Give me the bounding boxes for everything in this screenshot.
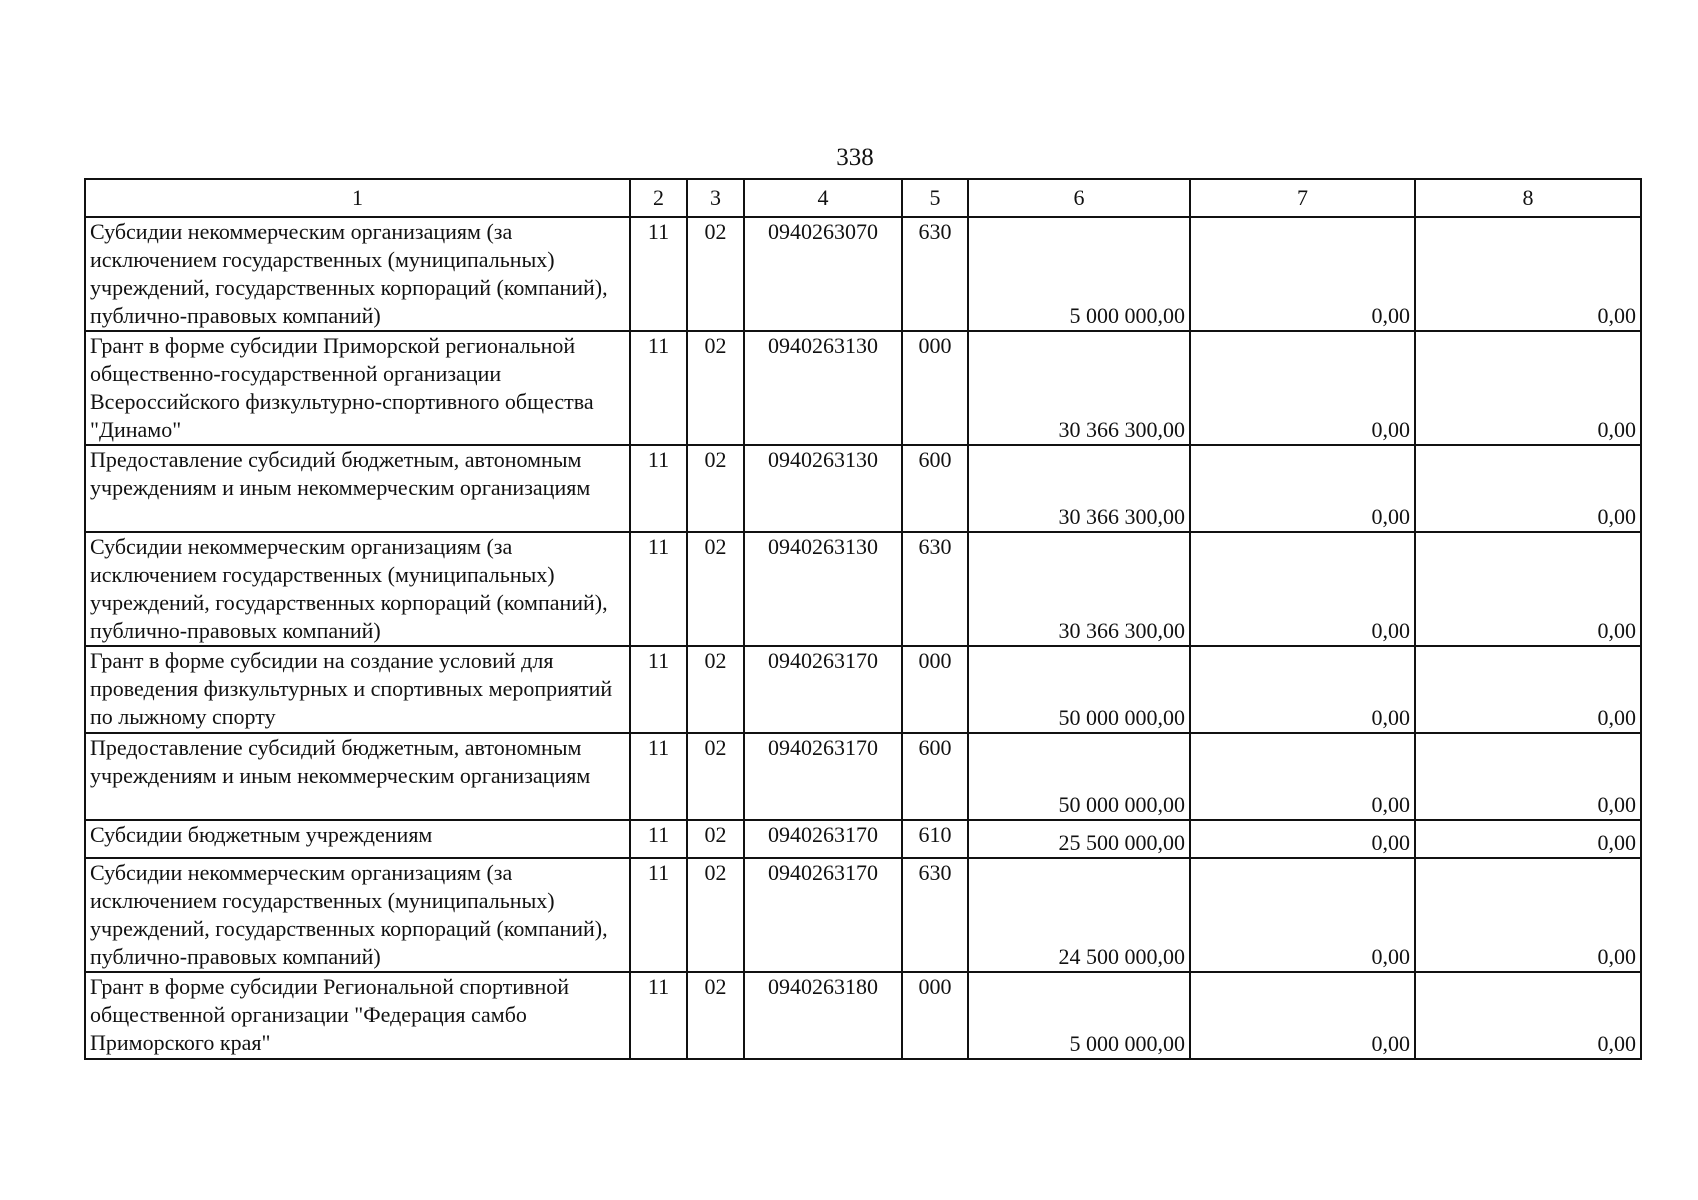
expense-name-cell: Предоставление субсидий бюджетным, автономным учреждениям и иным некоммерческим организациям [85,445,630,532]
target-article-cell: 0940263130 [744,445,902,532]
section-cell: 11 [630,646,687,733]
subsection-cell: 02 [687,217,744,331]
expense-type-cell: 630 [902,858,968,972]
amount-col6-cell: 25 500 000,00 [968,820,1190,858]
subsection-cell: 02 [687,733,744,820]
amount-col7-cell: 0,00 [1190,445,1415,532]
amount-col6-cell: 5 000 000,00 [968,972,1190,1059]
expense-name-cell: Субсидии некоммерческим организациям (за исключением государственных (муниципальных) учреждений, государственных корпораций (компаний), публично-правовых компаний) [85,858,630,972]
amount-col8-cell: 0,00 [1415,820,1641,858]
expense-type-cell: 610 [902,820,968,858]
amount-col6-cell: 30 366 300,00 [968,331,1190,445]
amount-col7-cell: 0,00 [1190,532,1415,646]
header-cell: 4 [744,179,902,217]
section-cell: 11 [630,858,687,972]
expense-name-cell: Субсидии некоммерческим организациям (за исключением государственных (муниципальных) учреждений, государственных корпораций (компаний), публично-правовых компаний) [85,532,630,646]
subsection-cell: 02 [687,532,744,646]
header-cell: 1 [85,179,630,217]
expense-name-cell: Субсидии некоммерческим организациям (за исключением государственных (муниципальных) учреждений, государственных корпораций (компаний), публично-правовых компаний) [85,217,630,331]
header-cell: 6 [968,179,1190,217]
table-row [85,445,1641,532]
target-article-cell: 0940263130 [744,532,902,646]
amount-col6-cell: 50 000 000,00 [968,646,1190,733]
table-row [85,733,1641,820]
table-row [85,972,1641,1059]
header-cell: 5 [902,179,968,217]
expense-name-cell: Грант в форме субсидии Региональной спортивной общественной организации "Федерация самбо Приморского края" [85,972,630,1059]
table-row [85,217,1641,331]
subsection-cell: 02 [687,820,744,858]
amount-col8-cell: 0,00 [1415,331,1641,445]
amount-col7-cell: 0,00 [1190,858,1415,972]
target-article-cell: 0940263180 [744,972,902,1059]
expense-name-cell: Предоставление субсидий бюджетным, автономным учреждениям и иным некоммерческим организациям [85,733,630,820]
table-row [85,646,1641,733]
subsection-cell: 02 [687,646,744,733]
page-number: 338 [836,144,874,171]
amount-col6-cell: 24 500 000,00 [968,858,1190,972]
table-row [85,820,1641,858]
amount-col6-cell: 50 000 000,00 [968,733,1190,820]
header-cell: 2 [630,179,687,217]
expense-name-cell: Субсидии бюджетным учреждениям [85,820,630,858]
expense-type-cell: 600 [902,733,968,820]
expense-type-cell: 000 [902,331,968,445]
expense-type-cell: 000 [902,646,968,733]
section-cell: 11 [630,532,687,646]
amount-col8-cell: 0,00 [1415,858,1641,972]
section-cell: 11 [630,331,687,445]
expense-name-cell: Грант в форме субсидии на создание условий для проведения физкультурных и спортивных мероприятий по лыжному спорту [85,646,630,733]
subsection-cell: 02 [687,858,744,972]
target-article-cell: 0940263170 [744,858,902,972]
amount-col7-cell: 0,00 [1190,972,1415,1059]
table-row [85,532,1641,646]
amount-col8-cell: 0,00 [1415,532,1641,646]
section-cell: 11 [630,972,687,1059]
target-article-cell: 0940263170 [744,733,902,820]
header-row [85,179,1641,217]
section-cell: 11 [630,733,687,820]
amount-col6-cell: 5 000 000,00 [968,217,1190,331]
amount-col6-cell: 30 366 300,00 [968,445,1190,532]
header-cell: 3 [687,179,744,217]
section-cell: 11 [630,445,687,532]
target-article-cell: 0940263170 [744,820,902,858]
section-cell: 11 [630,820,687,858]
amount-col8-cell: 0,00 [1415,733,1641,820]
budget-table [84,178,1642,1060]
amount-col8-cell: 0,00 [1415,972,1641,1059]
amount-col8-cell: 0,00 [1415,217,1641,331]
amount-col7-cell: 0,00 [1190,733,1415,820]
amount-col7-cell: 0,00 [1190,646,1415,733]
table-row [85,331,1641,445]
amount-col8-cell: 0,00 [1415,646,1641,733]
target-article-cell: 0940263170 [744,646,902,733]
expense-type-cell: 630 [902,217,968,331]
expense-type-cell: 000 [902,972,968,1059]
expense-name-cell: Грант в форме субсидии Приморской региональной общественно-государственной организации Всероссийского физкультурно-спортивного общества "Динамо" [85,331,630,445]
amount-col7-cell: 0,00 [1190,820,1415,858]
header-cell: 7 [1190,179,1415,217]
subsection-cell: 02 [687,972,744,1059]
expense-type-cell: 630 [902,532,968,646]
amount-col6-cell: 30 366 300,00 [968,532,1190,646]
expense-type-cell: 600 [902,445,968,532]
section-cell: 11 [630,217,687,331]
subsection-cell: 02 [687,445,744,532]
subsection-cell: 02 [687,331,744,445]
table-row [85,858,1641,972]
target-article-cell: 0940263070 [744,217,902,331]
target-article-cell: 0940263130 [744,331,902,445]
amount-col7-cell: 0,00 [1190,217,1415,331]
amount-col8-cell: 0,00 [1415,445,1641,532]
header-cell: 8 [1415,179,1641,217]
amount-col7-cell: 0,00 [1190,331,1415,445]
